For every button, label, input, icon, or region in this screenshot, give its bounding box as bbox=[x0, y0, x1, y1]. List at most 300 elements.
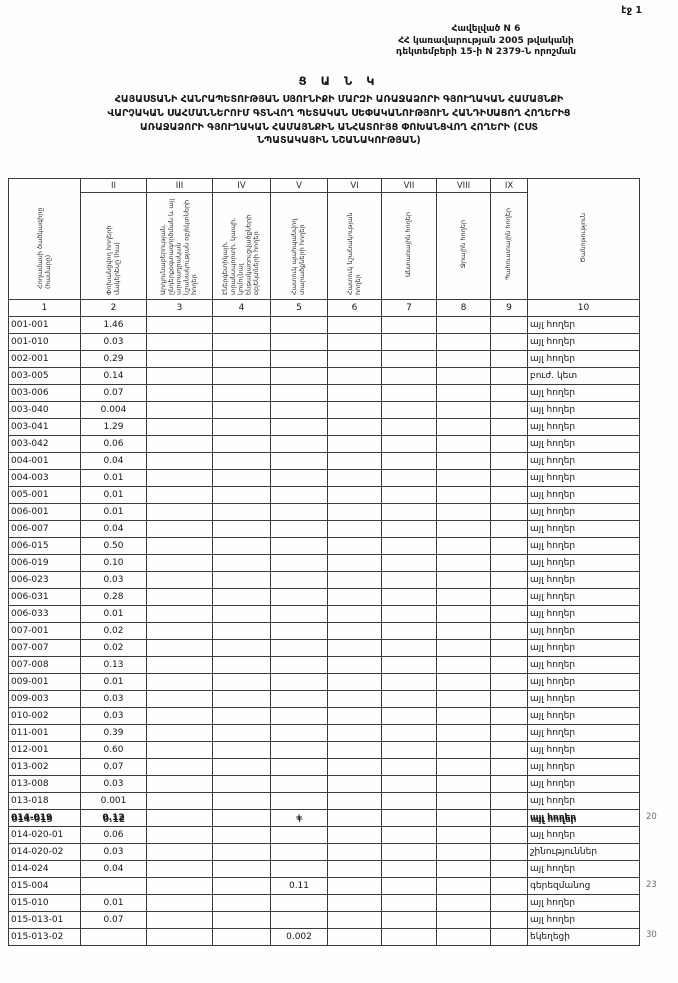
cell-col9 bbox=[491, 351, 528, 368]
cell-note: այլ հողեր bbox=[528, 742, 640, 759]
cell-note: այլ հողեր bbox=[528, 453, 640, 470]
cell-col6 bbox=[328, 810, 382, 827]
cell-col3 bbox=[147, 810, 213, 827]
cell-note: այլ հողեր bbox=[528, 708, 640, 725]
cell-col8 bbox=[437, 895, 491, 912]
cell-col3 bbox=[147, 776, 213, 793]
table-row bbox=[9, 351, 640, 368]
table-row bbox=[9, 895, 640, 912]
page-number: էջ 1 bbox=[621, 5, 642, 16]
cell-code: 007-001 bbox=[9, 623, 81, 640]
cell-code: 004-003 bbox=[9, 470, 81, 487]
cell-note: բուժ. կետ bbox=[528, 368, 640, 385]
cell-col8 bbox=[437, 453, 491, 470]
cell-col3 bbox=[147, 708, 213, 725]
cell-col8 bbox=[437, 878, 491, 895]
cell-col2: 0.39 bbox=[81, 725, 147, 742]
roman-numeral: VI bbox=[328, 179, 382, 193]
doc-subtitle-line: ՎԱՐՉԱԿԱՆ ՍԱՀՄԱՆՆԵՐՈՒՄ ԳՏՆՎՈՂ ՊԵՏԱԿԱՆ ՍԵՓԱԿԱՆՈՒԹՅՈՒՆ ՀԱՆԴԻՍԱՑՈՂ ՀՈՂԵՐԻՑ bbox=[107, 107, 571, 119]
table-row bbox=[9, 878, 640, 895]
cell-col4 bbox=[213, 368, 271, 385]
table-row bbox=[9, 844, 640, 861]
cell-col4 bbox=[213, 623, 271, 640]
cell-col5 bbox=[271, 657, 328, 674]
cell-col7 bbox=[382, 487, 437, 504]
cell-col4 bbox=[213, 912, 271, 929]
margin-note: 20 bbox=[646, 812, 657, 822]
cell-col9 bbox=[491, 708, 528, 725]
cell-col6 bbox=[328, 759, 382, 776]
cell-col3 bbox=[147, 827, 213, 844]
cell-col5 bbox=[271, 640, 328, 657]
cell-col6 bbox=[328, 555, 382, 572]
cell-col9 bbox=[491, 929, 528, 946]
cell-col5: 0.11 bbox=[271, 878, 328, 895]
cell-col5 bbox=[271, 334, 328, 351]
cell-col8 bbox=[437, 351, 491, 368]
table-row bbox=[9, 538, 640, 555]
cell-col8 bbox=[437, 725, 491, 742]
cell-col9 bbox=[491, 759, 528, 776]
cell-col9 bbox=[491, 317, 528, 334]
cell-note: այլ հողեր bbox=[528, 657, 640, 674]
cell-col3 bbox=[147, 606, 213, 623]
column-number: 2 bbox=[81, 300, 147, 317]
table-row bbox=[9, 317, 640, 334]
cell-col4 bbox=[213, 742, 271, 759]
appendix-block bbox=[330, 24, 642, 59]
roman-numeral: II bbox=[81, 179, 147, 193]
cell-col7 bbox=[382, 810, 437, 827]
table-row bbox=[9, 657, 640, 674]
table-row bbox=[9, 708, 640, 725]
cell-col2: 0.001 bbox=[81, 793, 147, 810]
cell-col5 bbox=[271, 572, 328, 589]
cell-col3 bbox=[147, 589, 213, 606]
cell-col2: 0.02 bbox=[81, 640, 147, 657]
cell-col2 bbox=[81, 878, 147, 895]
cell-col7 bbox=[382, 368, 437, 385]
cell-note: այլ հողեր bbox=[528, 572, 640, 589]
cell-code: 006-007 bbox=[9, 521, 81, 538]
cell-col2: 0.01 bbox=[81, 470, 147, 487]
cell-col4 bbox=[213, 589, 271, 606]
table-body bbox=[9, 317, 640, 946]
cell-col3 bbox=[147, 572, 213, 589]
cell-col3 bbox=[147, 436, 213, 453]
cell-col8 bbox=[437, 368, 491, 385]
cell-col6 bbox=[328, 368, 382, 385]
cell-col2: 1.29 bbox=[81, 419, 147, 436]
column-number: 4 bbox=[213, 300, 271, 317]
cell-col2: 0.01 bbox=[81, 606, 147, 623]
table-row bbox=[9, 504, 640, 521]
cell-col2: 0.10 bbox=[81, 555, 147, 572]
roman-numeral: VII bbox=[382, 179, 437, 193]
cell-col9 bbox=[491, 623, 528, 640]
cell-col9 bbox=[491, 470, 528, 487]
cell-note: այլ հողեր bbox=[528, 895, 640, 912]
cell-note: այլ հողեր bbox=[528, 589, 640, 606]
cell-col4 bbox=[213, 844, 271, 861]
column-number: 10 bbox=[528, 300, 640, 317]
cell-col6 bbox=[328, 385, 382, 402]
cell-col4 bbox=[213, 708, 271, 725]
table-row bbox=[9, 521, 640, 538]
cell-col4 bbox=[213, 555, 271, 572]
cell-col4 bbox=[213, 691, 271, 708]
table-row bbox=[9, 385, 640, 402]
cell-col4 bbox=[213, 572, 271, 589]
table-row bbox=[9, 674, 640, 691]
cell-col2: 0.13 bbox=[81, 657, 147, 674]
cell-col5 bbox=[271, 793, 328, 810]
cell-code: 012-001 bbox=[9, 742, 81, 759]
table-row bbox=[9, 555, 640, 572]
cell-note: գերեզմանոց bbox=[528, 878, 640, 895]
cell-col6 bbox=[328, 521, 382, 538]
cell-col8 bbox=[437, 708, 491, 725]
doc-subtitle-line: ՆՊԱՏԱԿԱՅԻՆ ՆՇԱՆԱԿՈՒԹՅԱՆ) bbox=[257, 135, 421, 147]
cell-col8 bbox=[437, 640, 491, 657]
cell-col8 bbox=[437, 487, 491, 504]
cell-col7 bbox=[382, 793, 437, 810]
cell-col7 bbox=[382, 912, 437, 929]
roman-numeral: VIII bbox=[437, 179, 491, 193]
cell-code: 002-001 bbox=[9, 351, 81, 368]
cell-col4 bbox=[213, 759, 271, 776]
cell-col9 bbox=[491, 453, 528, 470]
cell-code: 014-020-02 bbox=[9, 844, 81, 861]
cell-col2: 1.46 bbox=[81, 317, 147, 334]
cell-col6 bbox=[328, 419, 382, 436]
cell-note: այլ հողեր bbox=[528, 470, 640, 487]
cell-col6 bbox=[328, 895, 382, 912]
cell-note: այլ հողեր bbox=[528, 334, 640, 351]
cell-col4 bbox=[213, 725, 271, 742]
doc-subtitle-line: ԱՌԱՋԱՁՈՐԻ ԳՅՈՒՂԱԿԱՆ ՀԱՄԱՅՆՔԻՆ ԱՆՀԱՏՈՒՅՑ ՓՈԽԱՆՑՎՈՂ ՀՈՂԵՐԻ (ԸՍՏ bbox=[139, 121, 538, 133]
cell-col5 bbox=[271, 351, 328, 368]
cell-col2: 0.04 bbox=[81, 861, 147, 878]
cell-col7 bbox=[382, 504, 437, 521]
col-header-reserve bbox=[491, 193, 528, 300]
cell-code: 005-001 bbox=[9, 487, 81, 504]
cell-col6 bbox=[328, 538, 382, 555]
cell-col3 bbox=[147, 640, 213, 657]
cell-col3 bbox=[147, 555, 213, 572]
cell-col9 bbox=[491, 538, 528, 555]
col-header-transferred bbox=[81, 193, 147, 300]
cell-col2: 0.07 bbox=[81, 759, 147, 776]
cell-col5 bbox=[271, 691, 328, 708]
cell-col8 bbox=[437, 470, 491, 487]
table-row bbox=[9, 742, 640, 759]
cell-col8 bbox=[437, 929, 491, 946]
cell-col3 bbox=[147, 521, 213, 538]
cell-note: այլ հողեր bbox=[528, 436, 640, 453]
doc-subtitle-line: ՀԱՅԱՍՏԱՆԻ ՀԱՆՐԱՊԵՏՈՒԹՅԱՆ ՍՅՈՒՆԻՔԻ ՄԱՐԶԻ ԱՌԱՋԱՁՈՐԻ ԳՅՈՒՂԱԿԱՆ ՀԱՄԱՅՆՔԻ bbox=[114, 94, 564, 105]
cell-col6 bbox=[328, 912, 382, 929]
cell-col7 bbox=[382, 402, 437, 419]
cell-note: այլ հողեր bbox=[528, 555, 640, 572]
cell-col8 bbox=[437, 317, 491, 334]
cell-col9 bbox=[491, 912, 528, 929]
cell-col3 bbox=[147, 453, 213, 470]
cell-col4 bbox=[213, 334, 271, 351]
roman-numeral: IX bbox=[491, 179, 528, 193]
cell-col4 bbox=[213, 402, 271, 419]
cell-col6 bbox=[328, 640, 382, 657]
cell-col4 bbox=[213, 317, 271, 334]
cell-col8 bbox=[437, 827, 491, 844]
column-number: 7 bbox=[382, 300, 437, 317]
cell-col9 bbox=[491, 419, 528, 436]
cell-col3 bbox=[147, 742, 213, 759]
cell-col5 bbox=[271, 402, 328, 419]
cell-col9 bbox=[491, 606, 528, 623]
cell-col3 bbox=[147, 725, 213, 742]
roman-numeral: V bbox=[271, 179, 328, 193]
cell-col6 bbox=[328, 878, 382, 895]
cell-col9 bbox=[491, 793, 528, 810]
cell-col5 bbox=[271, 504, 328, 521]
cell-col8 bbox=[437, 793, 491, 810]
cell-col5: + bbox=[271, 810, 328, 827]
cell-col7 bbox=[382, 436, 437, 453]
table-row bbox=[9, 691, 640, 708]
cell-code: 003-041 bbox=[9, 419, 81, 436]
cell-col5 bbox=[271, 385, 328, 402]
cell-col4 bbox=[213, 895, 271, 912]
cell-col2: 0.01 bbox=[81, 895, 147, 912]
cell-note: այլ հողեր bbox=[528, 351, 640, 368]
table-row bbox=[9, 402, 640, 419]
cell-col4 bbox=[213, 351, 271, 368]
cell-code: 004-001 bbox=[9, 453, 81, 470]
cell-col9 bbox=[491, 657, 528, 674]
cell-code: 009-001 bbox=[9, 674, 81, 691]
cell-col7 bbox=[382, 708, 437, 725]
cell-col7 bbox=[382, 538, 437, 555]
cell-col4 bbox=[213, 436, 271, 453]
cell-note: շինություններ bbox=[528, 844, 640, 861]
cell-col4 bbox=[213, 810, 271, 827]
cell-col4 bbox=[213, 827, 271, 844]
cell-code: 006-031 bbox=[9, 589, 81, 606]
cell-col8 bbox=[437, 606, 491, 623]
cell-col6 bbox=[328, 844, 382, 861]
cell-col6 bbox=[328, 623, 382, 640]
cell-col6 bbox=[328, 606, 382, 623]
cell-code: 003-005 bbox=[9, 368, 81, 385]
cell-col8 bbox=[437, 657, 491, 674]
cell-col5 bbox=[271, 742, 328, 759]
col-header-transferred-label: Փոխանցվող հողերի մակերեսը (հա) bbox=[104, 225, 121, 295]
cell-col3 bbox=[147, 691, 213, 708]
column-number-row bbox=[9, 300, 640, 317]
cell-col2: 0.50 bbox=[81, 538, 147, 555]
table-row bbox=[9, 589, 640, 606]
column-number: 5 bbox=[271, 300, 328, 317]
cell-col7 bbox=[382, 572, 437, 589]
col-header-water bbox=[437, 193, 491, 300]
cell-col6 bbox=[328, 674, 382, 691]
cell-col8 bbox=[437, 861, 491, 878]
cell-col4 bbox=[213, 640, 271, 657]
cell-col3 bbox=[147, 487, 213, 504]
cell-col5 bbox=[271, 674, 328, 691]
cell-col2: 0.02 bbox=[81, 623, 147, 640]
cell-col3 bbox=[147, 538, 213, 555]
cell-col2: 0.12 bbox=[81, 810, 147, 827]
cell-note: այլ հողեր bbox=[528, 810, 640, 827]
cell-col5 bbox=[271, 725, 328, 742]
cell-col7 bbox=[382, 385, 437, 402]
cell-code: 006-015 bbox=[9, 538, 81, 555]
cell-col4 bbox=[213, 793, 271, 810]
cell-code: 011-001 bbox=[9, 725, 81, 742]
col-header-special-label: Հատուկ նշանակության հողեր bbox=[345, 212, 362, 295]
cell-col3 bbox=[147, 793, 213, 810]
cell-col8 bbox=[437, 691, 491, 708]
cell-col3 bbox=[147, 402, 213, 419]
table-row bbox=[9, 929, 640, 946]
cell-col3 bbox=[147, 317, 213, 334]
cell-col4 bbox=[213, 470, 271, 487]
cell-col3 bbox=[147, 623, 213, 640]
appendix-title: Հավելված N 6 bbox=[451, 24, 521, 34]
cell-col5 bbox=[271, 555, 328, 572]
cell-col5 bbox=[271, 912, 328, 929]
cell-code: 001-010 bbox=[9, 334, 81, 351]
col-header-protected bbox=[271, 193, 328, 300]
cell-col6 bbox=[328, 776, 382, 793]
cell-col6 bbox=[328, 861, 382, 878]
margin-note: 30 bbox=[646, 930, 657, 940]
table-row bbox=[9, 487, 640, 504]
cell-col8 bbox=[437, 912, 491, 929]
cell-col5 bbox=[271, 895, 328, 912]
cell-col3 bbox=[147, 929, 213, 946]
cell-col7 bbox=[382, 657, 437, 674]
cell-col7 bbox=[382, 555, 437, 572]
cell-col5 bbox=[271, 521, 328, 538]
cell-col7 bbox=[382, 895, 437, 912]
cell-col5 bbox=[271, 827, 328, 844]
cell-col9 bbox=[491, 776, 528, 793]
table-row bbox=[9, 640, 640, 657]
cell-col5 bbox=[271, 436, 328, 453]
cell-code: 007-008 bbox=[9, 657, 81, 674]
cell-col8 bbox=[437, 402, 491, 419]
cell-note: այլ հողեր bbox=[528, 402, 640, 419]
cell-note: այլ հողեր bbox=[528, 504, 640, 521]
cell-col8 bbox=[437, 742, 491, 759]
cell-col4 bbox=[213, 861, 271, 878]
cell-code: 003-042 bbox=[9, 436, 81, 453]
cell-col2: 0.01 bbox=[81, 504, 147, 521]
table-row bbox=[9, 368, 640, 385]
table-row bbox=[9, 810, 640, 827]
cell-col6 bbox=[328, 436, 382, 453]
cell-col9 bbox=[491, 368, 528, 385]
cell-col5 bbox=[271, 538, 328, 555]
cell-col8 bbox=[437, 623, 491, 640]
cell-col9 bbox=[491, 827, 528, 844]
col-header-forest bbox=[382, 193, 437, 300]
cell-code: 015-013-01 bbox=[9, 912, 81, 929]
cell-col7 bbox=[382, 691, 437, 708]
cell-col9 bbox=[491, 674, 528, 691]
cell-code: 003-006 bbox=[9, 385, 81, 402]
cell-note: այլ հողեր bbox=[528, 538, 640, 555]
cell-col7 bbox=[382, 453, 437, 470]
cell-col5 bbox=[271, 623, 328, 640]
cell-col5 bbox=[271, 708, 328, 725]
cell-col2: 0.29 bbox=[81, 351, 147, 368]
roman-numeral-row bbox=[9, 179, 640, 193]
table-row bbox=[9, 419, 640, 436]
col-header-special bbox=[328, 193, 382, 300]
column-number: 9 bbox=[491, 300, 528, 317]
cell-col9 bbox=[491, 640, 528, 657]
column-number: 8 bbox=[437, 300, 491, 317]
cell-col2: 0.01 bbox=[81, 674, 147, 691]
cell-col2: 0.03 bbox=[81, 572, 147, 589]
cell-col6 bbox=[328, 470, 382, 487]
cell-col7 bbox=[382, 606, 437, 623]
roman-numeral: IV bbox=[213, 179, 271, 193]
table-row bbox=[9, 623, 640, 640]
table-row bbox=[9, 470, 640, 487]
cell-col6 bbox=[328, 402, 382, 419]
col-header-forest-label: Անտառային հողեր bbox=[404, 211, 413, 277]
cell-col6 bbox=[328, 725, 382, 742]
cell-note: այլ հողեր bbox=[528, 691, 640, 708]
cell-col2: 0.07 bbox=[81, 385, 147, 402]
cell-code: 006-001 bbox=[9, 504, 81, 521]
cell-col7 bbox=[382, 776, 437, 793]
cell-col9 bbox=[491, 878, 528, 895]
cell-col7 bbox=[382, 470, 437, 487]
cell-code: 006-033 bbox=[9, 606, 81, 623]
cell-code: 003-040 bbox=[9, 402, 81, 419]
cell-col8 bbox=[437, 572, 491, 589]
cell-col6 bbox=[328, 589, 382, 606]
cell-code: 013-002 bbox=[9, 759, 81, 776]
cell-col9 bbox=[491, 861, 528, 878]
col-header-water-label: Ջրային հողեր bbox=[458, 219, 467, 269]
cell-col5 bbox=[271, 606, 328, 623]
col-header-code-label: Հողամասի ծածկագիրը (համարը) bbox=[35, 207, 52, 289]
cell-col3 bbox=[147, 351, 213, 368]
doc-subtitle bbox=[14, 93, 664, 148]
column-number: 1 bbox=[9, 300, 81, 317]
cell-col2: 0.06 bbox=[81, 436, 147, 453]
column-number: 6 bbox=[328, 300, 382, 317]
cell-col7 bbox=[382, 351, 437, 368]
col-header-protected-label: Հատուկ պահպանվող տարածքների հողեր bbox=[290, 218, 306, 295]
cell-col2: 0.04 bbox=[81, 453, 147, 470]
cell-note: այլ հողեր bbox=[528, 317, 640, 334]
cell-note: այլ հողեր bbox=[528, 912, 640, 929]
cell-code: 014-024 bbox=[9, 861, 81, 878]
cell-col3 bbox=[147, 912, 213, 929]
cell-col2: 0.01 bbox=[81, 487, 147, 504]
appendix-gov-line: ՀՀ կառավարության 2005 թվականի bbox=[398, 35, 574, 46]
cell-note: այլ հողեր bbox=[528, 725, 640, 742]
table-row bbox=[9, 572, 640, 589]
